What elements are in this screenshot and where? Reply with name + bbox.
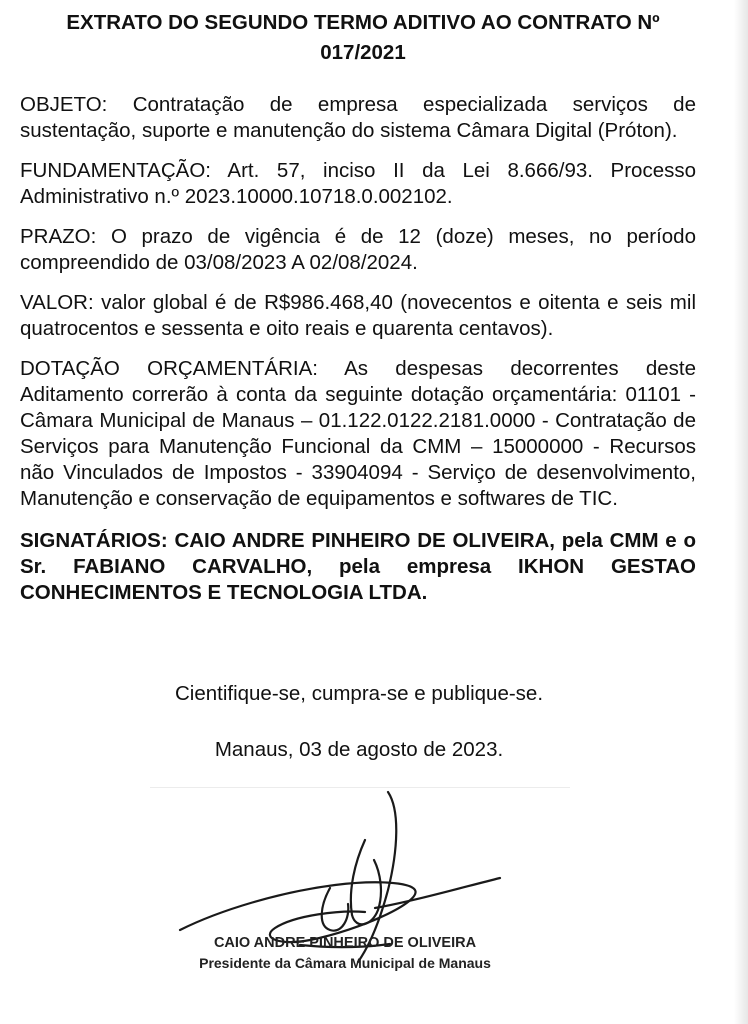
closing-place-date: Manaus, 03 de agosto de 2023.: [214, 738, 504, 761]
paragraph-prazo: PRAZO: O prazo de vigência é de 12 (doze) meses, no período compreendido de 03/08/2023 A 02/08/2024.: [20, 225, 696, 274]
document-title: EXTRATO DO SEGUNDO TERMO ADITIVO AO CONTRATO Nº 017/2021: [66, 11, 660, 64]
paragraph-objeto: OBJETO: Contratação de empresa especializada serviços de sustentação, suporte e manutenção do sistema Câmara Digital (Próton).: [20, 93, 696, 142]
paragraph-signatarios: SIGNATÁRIOS: CAIO ANDRE PINHEIRO DE OLIVEIRA, pela CMM e o Sr. FABIANO CARVALHO, pela empresa IKHON GESTAO CONHECIMENTOS E TECNOLOGIA LTDA.: [20, 529, 696, 604]
signatory-name: CAIO ANDRE PINHEIRO DE OLIVEIRA: [213, 935, 477, 951]
paragraph-dotacao: DOTAÇÃO ORÇAMENTÁRIA: As despesas decorrentes deste Aditamento correrão à conta da seguinte dotação orçamentária: 01101 - Câmara Municipal de Manaus – 01.122.0122.2181.0000 - Contratação de Serviços para Manutenção Funcional da CMM – 15000000 - Recursos não Vinculados de Impostos - 33904094 - Serviço de desenvolvimento, Manutenção e conservação de equipamentos e softwares de TIC.: [20, 357, 696, 510]
signatory-role: Presidente da Câmara Municipal de Manaus: [199, 955, 491, 971]
document-body: [20, 92, 696, 620]
paragraph-fundamentacao: FUNDAMENTAÇÃO: Art. 57, inciso II da Lei 8.666/93. Processo Administrativo n.º 2023.10000.10718.0.002102.: [20, 159, 696, 208]
paragraph-valor: VALOR: valor global é de R$986.468,40 (novecentos e oitenta e seis mil quatrocentos e sessenta e oito reais e quarenta centavos).: [20, 291, 696, 340]
closing-cientifique: Cientifique-se, cumpra-se e publique-se.: [174, 682, 544, 705]
page-edge-shadow: [734, 0, 748, 1024]
